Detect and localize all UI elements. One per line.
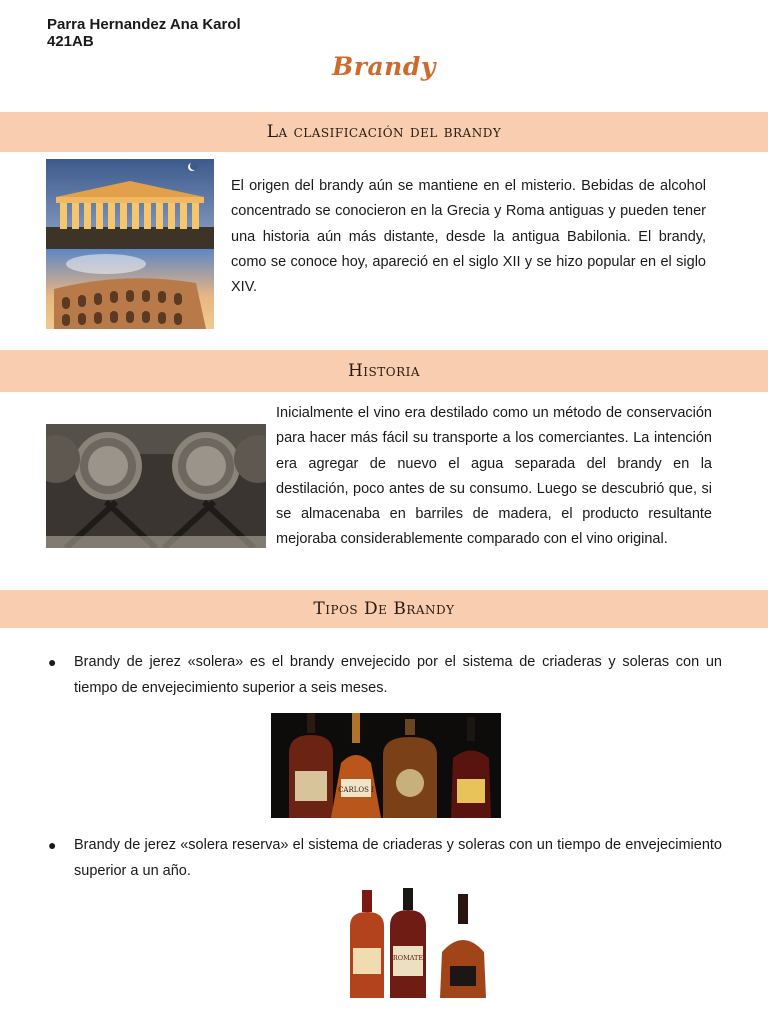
solera-bottles-image [271,713,501,818]
ancient-monuments-image [46,159,214,329]
wine-barrels-illustration [46,424,266,548]
list-item-text: Brandy de jerez «solera» es el brandy envejecido por el sistema de criaderas y soleras con un tiempo de envejecimiento superior a seis meses. [74,654,722,696]
section-band-historia [0,350,768,392]
bullet-icon: ● [48,654,57,670]
bullet-icon: ● [48,837,57,853]
list-item [48,832,722,884]
author-block [47,16,241,50]
section-title-clasificacion: La clasificación del brandy [266,122,502,142]
bottle-label-romate: ROMATE [392,954,424,962]
section-title-historia: Historia [347,361,421,381]
parthenon-colosseum-illustration [46,159,214,329]
brandy-bottles-illustration-2 [344,886,492,1000]
document-title: Brandy [332,52,436,81]
list-item [48,649,722,701]
list-item-text: Brandy de jerez «solera reserva» el sistema de criaderas y soleras con un tiempo de envejecimiento superior a un año. [74,837,722,879]
bottle-label-carlos: CARLOS I [338,786,374,794]
section-title-tipos: Tipos De Brandy [313,599,455,619]
section-band-tipos [0,590,768,628]
clasificacion-paragraph: El origen del brandy aún se mantiene en el misterio. Bebidas de alcohol concentrado se conocieron en la Grecia y Roma antiguas y pueden tener una historia aún más distante, desde la antigua Babilonia. El brandy, como se conoce hoy, apareció en el siglo XII y se hizo popular en el siglo XIV. [231,178,706,296]
barrels-image [46,424,266,548]
brandy-bottles-illustration [271,713,501,818]
solera-reserva-bottles-image [344,886,492,1000]
section-band-clasificacion [0,112,768,152]
historia-paragraph: Inicialmente el vino era destilado como un método de conservación para hacer más fácil su transporte a los comerciantes. La intención era agregar de nuevo el agua separada del brandy en la destilación, poco antes de su consumo. Luego se descubrió que, si se almacenaba en barriles de madera, el producto resultante mejoraba considerablemente comparado con el vino original. [276,405,712,548]
author-group: 421AB [47,33,94,50]
author-name: Parra Hernandez Ana Karol [47,16,241,33]
